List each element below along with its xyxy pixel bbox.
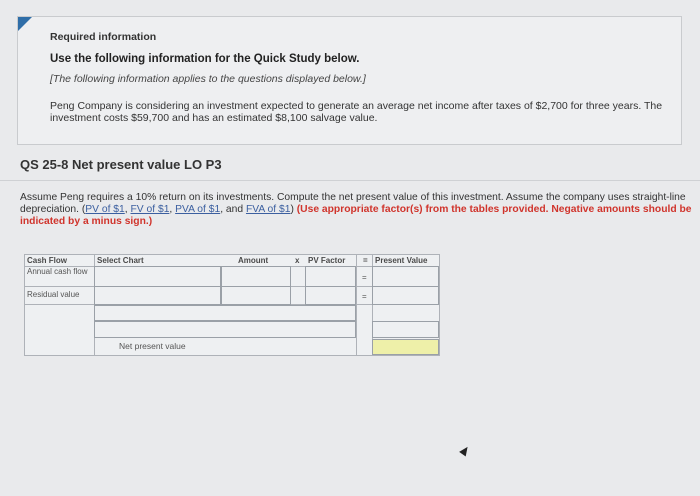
header-select-chart: Select Chart: [97, 256, 144, 265]
fv-of-1-link[interactable]: FV of $1: [130, 204, 170, 215]
annual-select-chart-dropdown[interactable]: [94, 266, 221, 287]
mouse-cursor-icon: [459, 445, 471, 457]
info-flag-icon: [18, 17, 32, 31]
npv-worksheet: [24, 254, 440, 356]
net-present-value-label: Net present value: [119, 341, 186, 351]
annual-amount-input[interactable]: [221, 266, 291, 287]
residual-present-value-input[interactable]: [372, 286, 439, 305]
header-pv-factor: PV Factor: [308, 256, 346, 265]
required-info-title: Required information: [50, 31, 157, 43]
fva-of-1-link[interactable]: FVA of $1: [245, 204, 291, 215]
factor-warning: (Use appropriate factor(s) from the tables provided. Negative amounts should be indicated by a minus sign.): [20, 204, 692, 227]
scenario-text: Peng Company is considering an investment expected to generate an average net income after taxes of $2,700 for three years. The investment costs $59,700 and has an estimated $8,100 salvage value.: [50, 100, 663, 124]
net-present-value-input[interactable]: [372, 339, 439, 355]
extra-label-input[interactable]: [94, 305, 356, 321]
residual-equals-sign: =: [362, 292, 367, 301]
extra-present-value-input[interactable]: [372, 321, 439, 338]
pva-of-1-link[interactable]: PVA of $1: [175, 204, 221, 215]
row-label-annual-cash-flow: Annual cash flow: [27, 267, 88, 276]
residual-amount-input[interactable]: [221, 286, 291, 305]
residual-pv-factor-input[interactable]: [305, 286, 356, 305]
annual-present-value-input[interactable]: [372, 266, 439, 287]
applies-note: [The following information applies to the questions displayed below.]: [50, 73, 366, 85]
instructions-text: Assume Peng requires a 10% return on its investments. Compute the net present value of this investment. Assume the company uses straight-line depreciation. (: [20, 192, 686, 215]
section-divider: [0, 180, 700, 181]
pv-of-1-link[interactable]: PV of $1: [85, 204, 125, 215]
header-amount: Amount: [238, 256, 269, 265]
row-label-residual-value: Residual value: [27, 290, 80, 299]
header-cash-flow: Cash Flow: [27, 256, 68, 265]
extra-label-input-2[interactable]: [94, 321, 356, 338]
use-info-line: Use the following information for the Quick Study below.: [50, 53, 360, 65]
residual-select-chart-dropdown[interactable]: [94, 286, 221, 305]
link-separator: ,: [124, 204, 131, 215]
header-equals-sign: =: [363, 256, 368, 265]
grid-line: [356, 255, 357, 355]
required-info-panel: [17, 16, 682, 145]
annual-equals-sign: =: [362, 273, 367, 282]
link-separator: ,: [169, 204, 176, 215]
link-separator: , and: [220, 204, 246, 215]
instructions-text-close: ): [290, 204, 297, 215]
header-times-sign: x: [295, 256, 300, 265]
annual-pv-factor-input[interactable]: [305, 266, 356, 287]
question-title: QS 25-8 Net present value LO P3: [20, 157, 222, 172]
header-present-value: Present Value: [375, 256, 428, 265]
question-instructions: [20, 192, 695, 228]
